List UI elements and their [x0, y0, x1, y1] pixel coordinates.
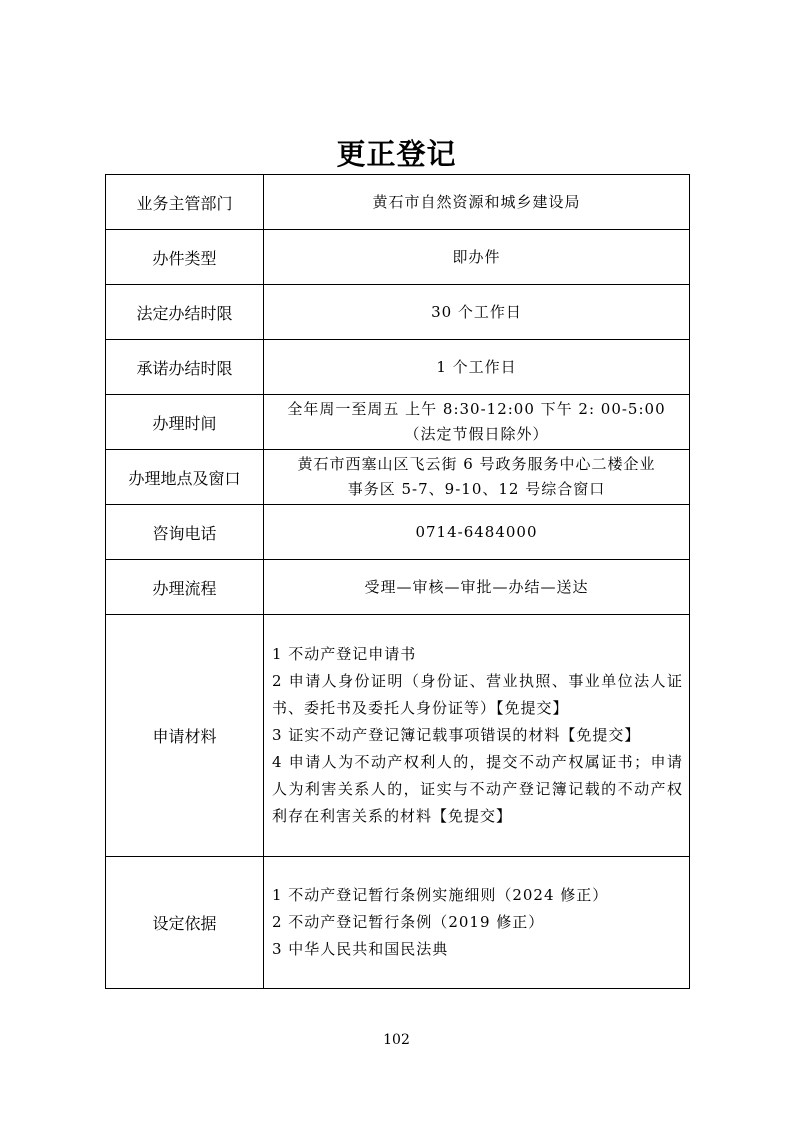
row-label: 业务主管部门	[106, 175, 264, 230]
table-row-basis	[106, 857, 690, 989]
row-value: 0714-6484000	[264, 505, 690, 560]
row-value: 30 个工作日	[264, 285, 690, 340]
row-label: 咨询电话	[106, 505, 264, 560]
office-hours-line: 全年周一至周五 上午 8:30-12:00 下午 2: 00-5:00	[287, 400, 666, 418]
row-label: 办理地点及窗口	[106, 450, 264, 505]
list-item: 1 不动产登记申请书	[272, 645, 417, 663]
list-item: 3 中华人民共和国民法典	[272, 940, 449, 958]
row-label: 申请材料	[106, 615, 264, 857]
table-row-process	[106, 560, 690, 615]
table-row-legal-deadline	[106, 285, 690, 340]
materials-list	[264, 615, 690, 857]
row-label: 法定办结时限	[106, 285, 264, 340]
table-row-promised-deadline	[106, 340, 690, 395]
list-item: 1 不动产登记暂行条例实施细则（2024 修正）	[272, 886, 609, 904]
page-number: 102	[383, 1032, 410, 1048]
list-item: 3 证实不动产登记簿记载事项错误的材料【免提交】	[272, 726, 641, 744]
row-label: 办理时间	[106, 395, 264, 450]
list-item: 4 申请人为不动产权利人的，提交不动产权属证书；申请人为利害关系人的，证实与不动产登记簿记载的不动产权利存在利害关系的材料【免提交】	[272, 753, 683, 825]
location-line: 黄石市西塞山区飞云街 6 号政务服务中心二楼企业	[297, 455, 656, 473]
page-title: 更正登记	[336, 137, 457, 171]
office-hours-note: （法定节假日除外）	[404, 425, 549, 443]
table-row-location	[106, 450, 690, 505]
table-row-phone	[106, 505, 690, 560]
row-value: 1 个工作日	[264, 340, 690, 395]
row-value: 黄石市自然资源和城乡建设局	[264, 175, 690, 230]
row-label: 办件类型	[106, 230, 264, 285]
row-label: 办理流程	[106, 560, 264, 615]
row-value: 即办件	[264, 230, 690, 285]
row-value: 受理—审核—审批—办结—送达	[264, 560, 690, 615]
row-label: 设定依据	[106, 857, 264, 989]
table-row-case-type	[106, 230, 690, 285]
location-line: 事务区 5-7、9-10、12 号综合窗口	[347, 480, 606, 498]
table-row-department	[106, 175, 690, 230]
row-label: 承诺办结时限	[106, 340, 264, 395]
table-row-office-hours	[106, 395, 690, 450]
info-table	[105, 174, 690, 989]
list-item: 2 不动产登记暂行条例（2019 修正）	[272, 913, 545, 931]
basis-list	[264, 857, 690, 989]
row-value	[264, 450, 690, 505]
list-item: 2 申请人身份证明（身份证、营业执照、事业单位法人证书、委托书及委托人身份证等）【免提交】	[272, 672, 683, 717]
row-value	[264, 395, 690, 450]
table-row-materials	[106, 615, 690, 857]
